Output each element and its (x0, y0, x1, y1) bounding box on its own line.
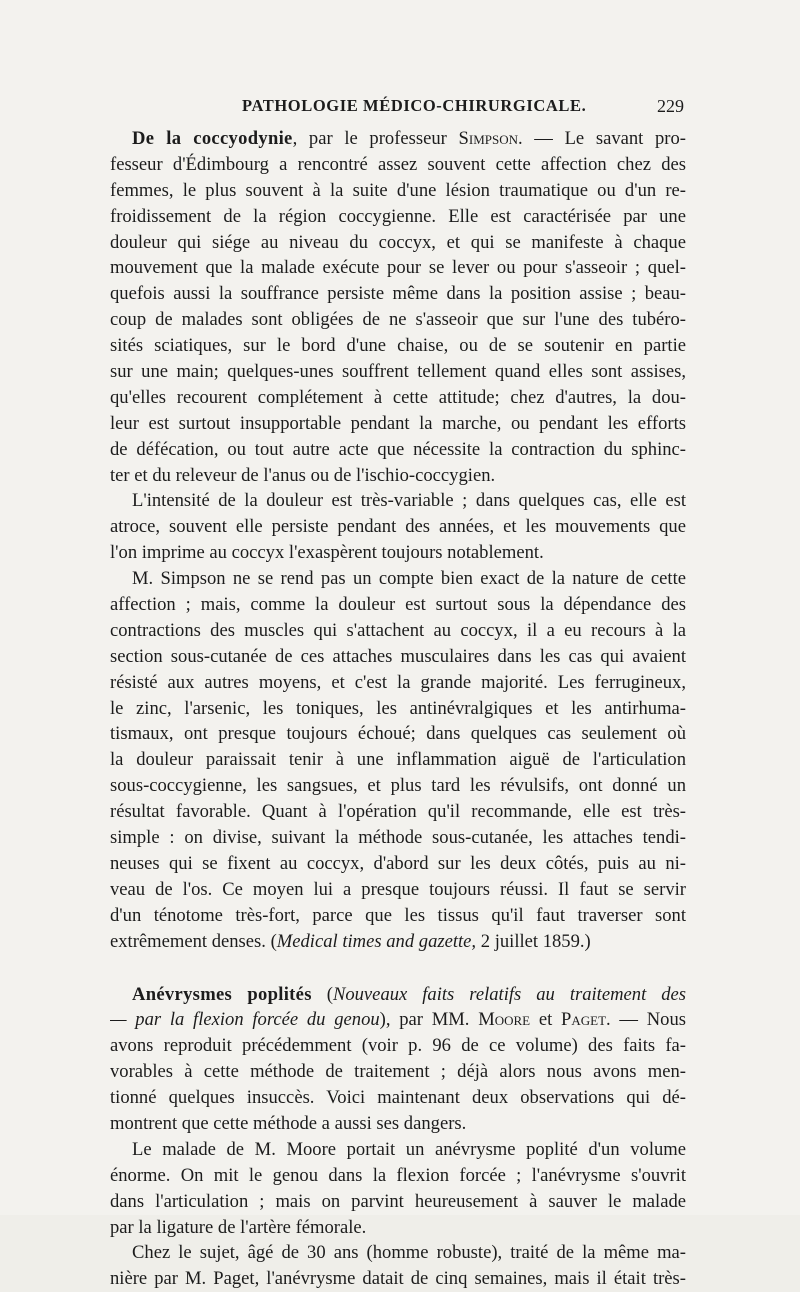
text-line: résisté aux autres moyens, et c'est la grande majorité. Les ferrugineux, (110, 671, 686, 693)
text-line: L'intensité de la douleur est très-variable ; dans quelques cas, elle est (132, 490, 686, 512)
text-line: fesseur d'Édimbourg a rencontré assez souvent cette affection chez des (110, 153, 686, 175)
text-line: M. Simpson ne se rend pas un compte bien exact de la nature de cette (132, 568, 686, 590)
page-body (110, 126, 686, 1292)
article-anevrysmes-lead: Anévrysmes poplités (Nouveaux faits relatifs au traitement des (132, 983, 686, 1005)
text-line: froidissement de la région coccygienne. Elle est caractérisée par une (110, 205, 686, 227)
page-header (112, 96, 684, 122)
article-coccyodynie-lead: De la coccyodynie, par le professeur Simpson. — Le savant pro- (132, 128, 686, 149)
journal-citation: Medical times and gazette, (276, 930, 477, 952)
text-line: douleur qui siége au niveau du coccyx, et qui se manifeste à chaque (110, 231, 686, 253)
text-line: tionné quelques insuccès. Voici maintenant deux observations qui dé- (110, 1087, 686, 1109)
text-line: affection ; mais, comme la douleur est surtout sous la dépendance des (110, 594, 686, 616)
text-line: ter et du releveur de l'anus ou de l'ischio-coccygien. (110, 464, 496, 486)
author-name: Moore (478, 1009, 531, 1031)
text-line: sur une main; quelques-unes souffrent tellement quand elles sont assises, (110, 361, 686, 383)
citation-line: extrêmement denses. (Medical times and gazette, 2 juillet 1859.) (110, 930, 591, 952)
text-line: vorables à cette méthode de traitement ; déjà alors nous avons men- (110, 1061, 686, 1083)
text-line: de défécation, ou tout autre acte que nécessite la contraction du sphinc- (110, 438, 686, 460)
text-line: mouvement que la malade exécute pour se lever ou pour s'asseoir ; quel- (110, 257, 686, 279)
text-line: énorme. On mit le genou dans la flexion forcée ; l'anévrysme s'ouvrit (110, 1164, 686, 1186)
text-line: dans l'articulation ; mais on parvint heureusement à sauver le malade (110, 1190, 686, 1212)
text-line: — par la flexion forcée du genou), par MM. Moore et Paget. — Nous (110, 1009, 686, 1031)
text-line: la douleur paraissait tenir à une inflammation aiguë de l'articulation (110, 749, 686, 771)
text-line: qu'elles recourent complétement à cette attitude; chez d'autres, la dou- (110, 386, 686, 408)
text-line: sous-coccygienne, les sangsues, et plus tard les révulsifs, ont donné un (110, 775, 686, 797)
text-line: Le malade de M. Moore portait un anévrysme poplité d'un volume (132, 1138, 686, 1160)
text-line: leur est surtout insupportable pendant la marche, ou pendant les efforts (110, 412, 686, 434)
text-line: avons reproduit précédemment (voir p. 96 de ce volume) des faits fa- (110, 1035, 686, 1057)
section-subtitle: — par la flexion forcée du genou (110, 1009, 380, 1031)
author-name: Simpson (458, 128, 518, 149)
text-line: Chez le sujet, âgé de 30 ans (homme robuste), traité de la même ma- (132, 1242, 686, 1264)
text-line: nière par M. Paget, l'anévrysme datait de cinq semaines, mais il était très- (110, 1268, 686, 1290)
section-title: Anévrysmes poplités (132, 983, 312, 1005)
text-line: contractions des muscles qui s'attachent au coccyx, il a eu recours à la (110, 619, 686, 641)
text-line: résultat favorable. Quant à l'opération qu'il recommande, elle est très- (110, 801, 686, 823)
text-line: femmes, le plus souvent à la suite d'une lésion traumatique ou d'un re- (110, 179, 686, 201)
text-line: sités sciatiques, sur le bord d'une chaise, ou de se soutenir en partie (110, 335, 686, 357)
text-line: l'on imprime au coccyx l'exaspèrent toujours notablement. (110, 542, 544, 564)
text-line: veau de l'os. Ce moyen lui a presque toujours réussi. Il faut se servir (110, 878, 686, 900)
running-title: PATHOLOGIE MÉDICO-CHIRURGICALE. (242, 96, 587, 115)
text-line: simple : on divise, suivant la méthode sous-cutanée, les attaches tendi- (110, 827, 686, 849)
text-line: d'un ténotome très-fort, parce que les tissus qu'il faut traverser sont (110, 904, 686, 926)
text-line: atroce, souvent elle persiste pendant des années, et les mouvements que (110, 516, 686, 538)
text-line: le zinc, l'arsenic, les toniques, les antinévralgiques et les antirhuma- (110, 697, 686, 719)
text-line: coup de malades sont obligées de ne s'asseoir que sur l'une des tubéro- (110, 309, 686, 331)
text-line: tismaux, ont presque toujours échoué; dans quelques cas seulement où (110, 723, 686, 745)
text-line: neuses qui se fixent au coccyx, d'abord sur les deux côtés, puis au ni- (110, 852, 686, 874)
author-name: Paget (561, 1009, 607, 1031)
text-line: montrent que cette méthode a aussi ses dangers. (110, 1112, 467, 1134)
text-line: quefois aussi la souffrance persiste même dans la position assise ; beau- (110, 283, 686, 305)
section-subtitle: Nouveaux faits relatifs au traitement des (332, 983, 686, 1005)
section-gap (110, 955, 686, 982)
page-number: 229 (657, 96, 684, 116)
section-title: De la coccyodynie (132, 128, 293, 149)
text-line: section sous-cutanée de ces attaches musculaires dans les cas qui avaient (110, 645, 686, 667)
text-line: par la ligature de l'artère fémorale. (110, 1216, 367, 1238)
